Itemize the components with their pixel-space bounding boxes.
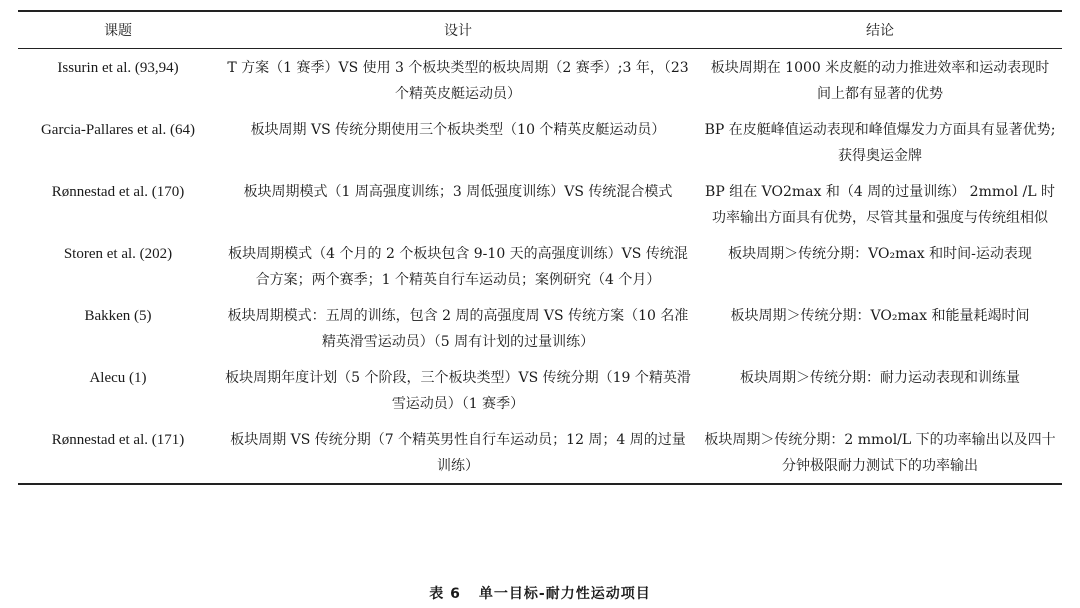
cell-design: 板块周期模式（1 周高强度训练；3 周低强度训练）VS 传统混合模式 — [243, 184, 673, 200]
cell-conclusion: 板块周期＞传统分期：耐力运动表现和训练量 — [740, 370, 1020, 386]
cell-design: 板块周期模式：五周的训练，包含 2 周的高强度周 VS 传统方案（10 名准精英滑雪运动员）（5 周有计划的过量训练） — [227, 308, 689, 350]
cell-design: 板块周期 VS 传统分期使用三个板块类型（10 个精英皮艇运动员） — [250, 122, 666, 138]
table-header — [18, 11, 1062, 49]
table-caption — [0, 583, 1080, 603]
table-row — [18, 49, 1062, 112]
cell-subject: Rønnestad et al. (170) — [51, 184, 185, 200]
header-subject: 课题 — [104, 23, 132, 39]
cell-design: 板块周期 VS 传统分期（7 个精英男性自行车运动员；12 周；4 周的过量训练） — [230, 432, 686, 474]
cell-conclusion: 板块周期＞传统分期：VO₂max 和能量耗竭时间 — [730, 308, 1030, 324]
cell-subject: Storen et al. (202) — [63, 246, 173, 262]
table-body — [18, 49, 1062, 485]
cell-design: T 方案（1 赛季）VS 使用 3 个板块类型的板块周期（2 赛季）;3 年，（23 个精英皮艇运动员） — [227, 60, 689, 102]
table-row — [18, 235, 1062, 297]
cell-conclusion: 板块周期在 1000 米皮艇的动力推进效率和运动表现时间上都有显著的优势 — [710, 60, 1050, 102]
cell-subject: Alecu (1) — [89, 370, 147, 386]
cell-conclusion: 板块周期＞传统分期：VO₂max 和时间-运动表现 — [728, 246, 1032, 262]
cell-conclusion: BP 在皮艇峰值运动表现和峰值爆发力方面具有显著优势;获得奥运金牌 — [704, 122, 1056, 164]
table-row — [18, 359, 1062, 421]
results-table-container — [18, 10, 1062, 485]
header-row — [18, 11, 1062, 49]
cell-subject: Issurin et al. (93,94) — [57, 60, 179, 76]
cell-conclusion: BP 组在 VO2max 和（4 周的过量训练） 2mmol /L 时功率输出方面具有优势，尽管其量和强度与传统组相似 — [705, 184, 1055, 226]
cell-conclusion: 板块周期＞传统分期：2 mmol/L 下的功率输出以及四十分钟极限耐力测试下的功率输出 — [704, 432, 1056, 474]
header-design: 设计 — [444, 23, 472, 39]
table-row — [18, 111, 1062, 173]
table-row — [18, 297, 1062, 359]
header-conclusion: 结论 — [866, 23, 894, 39]
cell-design: 板块周期模式（4 个月的 2 个板块包含 9-10 天的高强度训练）VS 传统混合方案；两个赛季；1 个精英自行车运动员；案例研究（4 个月） — [228, 246, 688, 288]
cell-subject: Rønnestad et al. (171) — [51, 432, 185, 448]
caption-title: 单一目标-耐力性运动项目 — [478, 586, 651, 602]
table-row — [18, 421, 1062, 484]
results-table — [18, 10, 1062, 485]
caption-number: 表 6 — [429, 586, 461, 602]
cell-subject: Garcia-Pallares et al. (64) — [40, 122, 196, 138]
table-row — [18, 173, 1062, 235]
cell-subject: Bakken (5) — [84, 308, 152, 324]
cell-design: 板块周期年度计划（5 个阶段，三个板块类型）VS 传统分期（19 个精英滑雪运动员）（1 赛季） — [225, 370, 691, 412]
